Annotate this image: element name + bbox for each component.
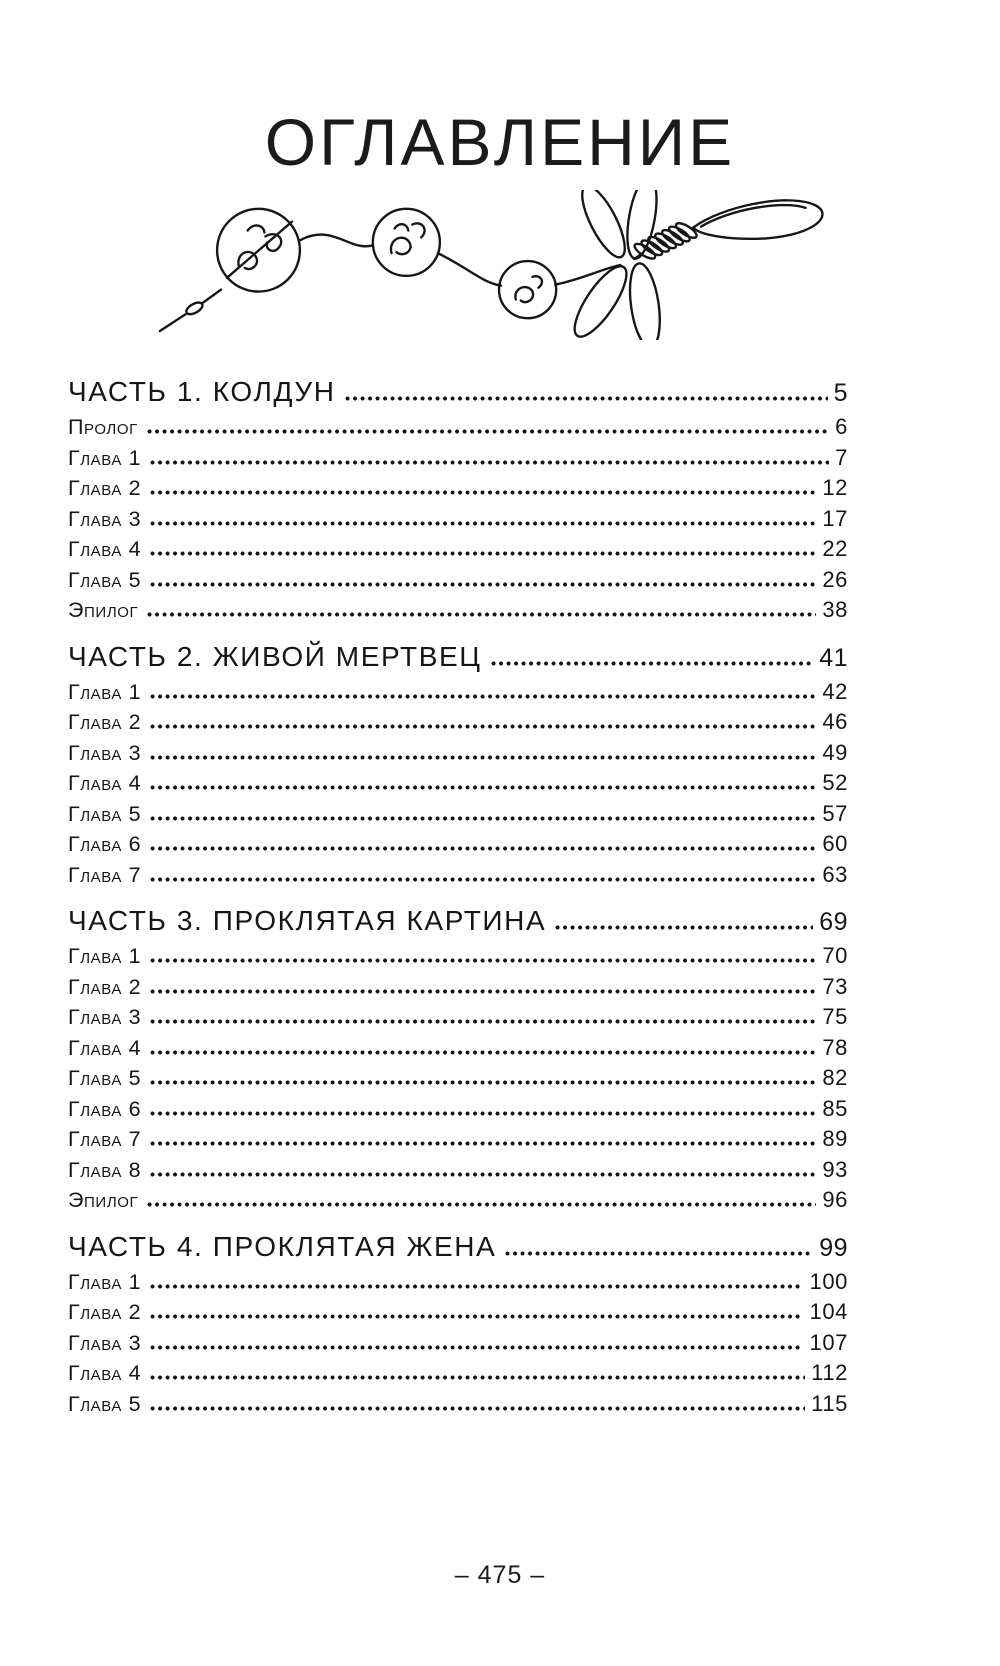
toc-entry-page-number: 89 xyxy=(822,1126,848,1151)
toc-entry-page-number: 22 xyxy=(822,536,848,561)
toc-entry-label: Глава 3 xyxy=(68,740,142,765)
toc-entry-page-number: 112 xyxy=(811,1360,848,1385)
dot-leader xyxy=(150,785,816,790)
dot-leader xyxy=(150,877,816,882)
toc-entry-row xyxy=(68,1065,848,1096)
dot-leader xyxy=(150,1141,816,1146)
dot-leader xyxy=(150,846,816,851)
dot-leader xyxy=(150,1050,816,1055)
toc-section-label: ЧАСТЬ 1. КОЛДУН xyxy=(68,376,336,407)
toc-entry-page-number: 85 xyxy=(822,1095,848,1121)
dragonfly-wing-upper-right xyxy=(622,190,662,261)
bead2-swirl-c xyxy=(395,224,409,230)
toc-entry-row xyxy=(68,770,848,801)
toc-entry-page-number: 52 xyxy=(822,770,848,795)
toc-entry-label: Глава 4 xyxy=(68,1035,142,1060)
toc-entry-row xyxy=(68,1187,848,1218)
dot-leader xyxy=(150,1314,803,1319)
dot-leader xyxy=(555,925,813,930)
toc-entry-page-number: 17 xyxy=(822,505,848,531)
dot-leader xyxy=(150,1406,805,1411)
dot-leader xyxy=(150,582,816,587)
bead1-swirl-c xyxy=(248,225,265,232)
toc-entry-row xyxy=(68,1330,848,1361)
toc-entry-label: Пролог xyxy=(68,415,138,439)
toc-entry-page-number: 38 xyxy=(822,597,848,622)
dot-leader xyxy=(147,429,829,434)
toc-section-page-number: 69 xyxy=(819,908,848,936)
dot-leader xyxy=(150,755,816,760)
toc-entry-row xyxy=(68,445,848,476)
toc-entry-label: Глава 4 xyxy=(68,537,142,561)
bead2-swirl-b xyxy=(412,223,424,237)
dot-leader xyxy=(150,1375,805,1380)
dot-leader xyxy=(150,460,829,465)
toc-entry-row xyxy=(68,801,848,832)
toc-entry-label: Эпилог xyxy=(68,1188,139,1212)
toc-entry-label: Глава 2 xyxy=(68,476,142,500)
dot-leader xyxy=(491,661,814,666)
toc-entry-row xyxy=(68,1360,848,1391)
bead-circle-3 xyxy=(499,261,556,318)
toc-section-page-number: 41 xyxy=(819,643,848,672)
dot-leader xyxy=(150,724,816,729)
toc-entry-label: Глава 7 xyxy=(68,862,142,887)
toc-entry-label: Глава 1 xyxy=(68,679,142,704)
toc-entry-label: Глава 6 xyxy=(68,832,142,856)
toc-entry-label: Глава 3 xyxy=(68,506,142,531)
bead1-diagonal xyxy=(227,222,292,278)
toc-entry-row xyxy=(68,506,848,537)
toc-entry-row xyxy=(68,1096,848,1127)
bead-circle-2 xyxy=(373,209,440,276)
toc-entry-page-number: 100 xyxy=(809,1268,848,1294)
dot-leader xyxy=(150,694,816,699)
toc-entry-page-number: 70 xyxy=(822,943,848,968)
dot-leader xyxy=(150,1080,816,1085)
table-of-contents xyxy=(68,376,848,1421)
toc-entry-label: Глава 2 xyxy=(68,710,142,734)
dragonfly-wing-upper-left xyxy=(574,190,633,263)
toc-section-label: ЧАСТЬ 4. ПРОКЛЯТАЯ ЖЕНА xyxy=(68,1230,497,1262)
toc-section-page-number: 5 xyxy=(833,379,848,407)
page-number-footer: – 475 – xyxy=(454,1561,546,1589)
dot-leader xyxy=(150,1284,803,1289)
toc-entry-row xyxy=(68,974,848,1005)
toc-entry-row xyxy=(68,1269,848,1300)
toc-entry-row xyxy=(68,1004,848,1035)
toc-entry-label: Глава 1 xyxy=(68,445,142,470)
connector-2 xyxy=(438,253,501,286)
dot-leader xyxy=(150,1345,803,1350)
dot-leader xyxy=(147,1202,816,1207)
toc-section-label: ЧАСТЬ 2. ЖИВОЙ МЕРТВЕЦ xyxy=(68,640,482,672)
toc-entry-label: Глава 3 xyxy=(68,1005,142,1029)
toc-entry-row xyxy=(68,943,848,974)
toc-section-row xyxy=(68,376,848,414)
toc-section-row xyxy=(68,641,848,679)
stem-line xyxy=(160,314,186,331)
toc-entry-label: Эпилог xyxy=(68,598,139,622)
dot-leader xyxy=(150,490,816,495)
toc-entry-page-number: 82 xyxy=(822,1065,848,1090)
connector-1 xyxy=(300,235,373,247)
bead3-swirl-b xyxy=(533,276,542,287)
toc-entry-row xyxy=(68,831,848,862)
toc-entry-label: Глава 5 xyxy=(68,801,142,826)
toc-entry-page-number: 78 xyxy=(822,1034,848,1060)
toc-entry-label: Глава 3 xyxy=(68,1330,142,1355)
toc-entry-row xyxy=(68,567,848,598)
toc-entry-row xyxy=(68,1391,848,1422)
toc-section-page-number: 99 xyxy=(819,1233,848,1262)
dot-leader xyxy=(150,816,816,821)
dot-leader xyxy=(150,958,816,963)
toc-entry-row xyxy=(68,1299,848,1330)
toc-entry-row xyxy=(68,414,848,445)
dot-leader xyxy=(150,989,816,994)
toc-entry-page-number: 104 xyxy=(809,1299,848,1324)
toc-entry-page-number: 42 xyxy=(822,678,848,704)
toc-entry-page-number: 93 xyxy=(822,1156,848,1182)
bead2-swirl-a xyxy=(391,238,411,255)
dragonfly-ornament-illustration xyxy=(155,190,845,340)
dot-leader xyxy=(150,1172,816,1177)
toc-entry-row xyxy=(68,475,848,506)
toc-entry-row xyxy=(68,597,848,628)
toc-section-row xyxy=(68,1231,848,1269)
dot-leader xyxy=(150,551,816,556)
toc-entry-page-number: 115 xyxy=(811,1390,848,1416)
toc-entry-row xyxy=(68,709,848,740)
dot-leader xyxy=(150,1019,816,1024)
dot-leader xyxy=(147,612,816,617)
bud-icon xyxy=(185,300,205,316)
toc-entry-label: Глава 6 xyxy=(68,1096,142,1121)
stem-line-2 xyxy=(203,290,221,303)
toc-entry-label: Глава 1 xyxy=(68,1269,142,1294)
toc-entry-page-number: 6 xyxy=(835,414,848,439)
bead3-swirl-a xyxy=(515,287,533,302)
toc-entry-row xyxy=(68,1157,848,1188)
toc-entry-label: Глава 5 xyxy=(68,1066,142,1090)
dot-leader xyxy=(345,396,828,401)
toc-entry-label: Глава 2 xyxy=(68,974,142,999)
toc-entry-page-number: 75 xyxy=(822,1004,848,1029)
toc-entry-page-number: 26 xyxy=(822,566,848,592)
toc-entry-row xyxy=(68,1126,848,1157)
toc-entry-label: Глава 7 xyxy=(68,1127,142,1151)
dragonfly-wing-lower-right xyxy=(625,262,664,340)
toc-entry-label: Глава 1 xyxy=(68,944,142,968)
toc-entry-page-number: 7 xyxy=(835,444,848,470)
toc-entry-page-number: 96 xyxy=(822,1187,848,1212)
toc-entry-page-number: 49 xyxy=(822,739,848,765)
toc-entry-row xyxy=(68,862,848,893)
dot-leader xyxy=(150,1111,816,1116)
toc-entry-page-number: 60 xyxy=(822,831,848,856)
dot-leader xyxy=(505,1251,813,1256)
toc-entry-row xyxy=(68,1035,848,1066)
page-title: ОГЛАВЛЕНИЕ xyxy=(264,105,736,179)
toc-entry-label: Глава 5 xyxy=(68,567,142,592)
toc-entry-page-number: 57 xyxy=(822,800,848,826)
toc-entry-page-number: 12 xyxy=(822,475,848,500)
toc-entry-label: Глава 4 xyxy=(68,771,142,795)
toc-entry-label: Глава 2 xyxy=(68,1300,142,1324)
toc-entry-row xyxy=(68,679,848,710)
toc-entry-label: Глава 8 xyxy=(68,1157,142,1182)
dot-leader xyxy=(150,521,816,526)
toc-entry-page-number: 73 xyxy=(822,973,848,999)
toc-entry-label: Глава 4 xyxy=(68,1361,142,1385)
connector-3 xyxy=(555,265,620,285)
toc-entry-page-number: 46 xyxy=(822,709,848,734)
toc-entry-page-number: 63 xyxy=(822,861,848,887)
toc-section-row xyxy=(68,905,848,943)
toc-entry-row xyxy=(68,536,848,567)
toc-entry-row xyxy=(68,740,848,771)
toc-section-label: ЧАСТЬ 3. ПРОКЛЯТАЯ КАРТИНА xyxy=(68,905,547,936)
toc-entry-label: Глава 5 xyxy=(68,1391,142,1416)
toc-entry-page-number: 107 xyxy=(809,1329,848,1355)
